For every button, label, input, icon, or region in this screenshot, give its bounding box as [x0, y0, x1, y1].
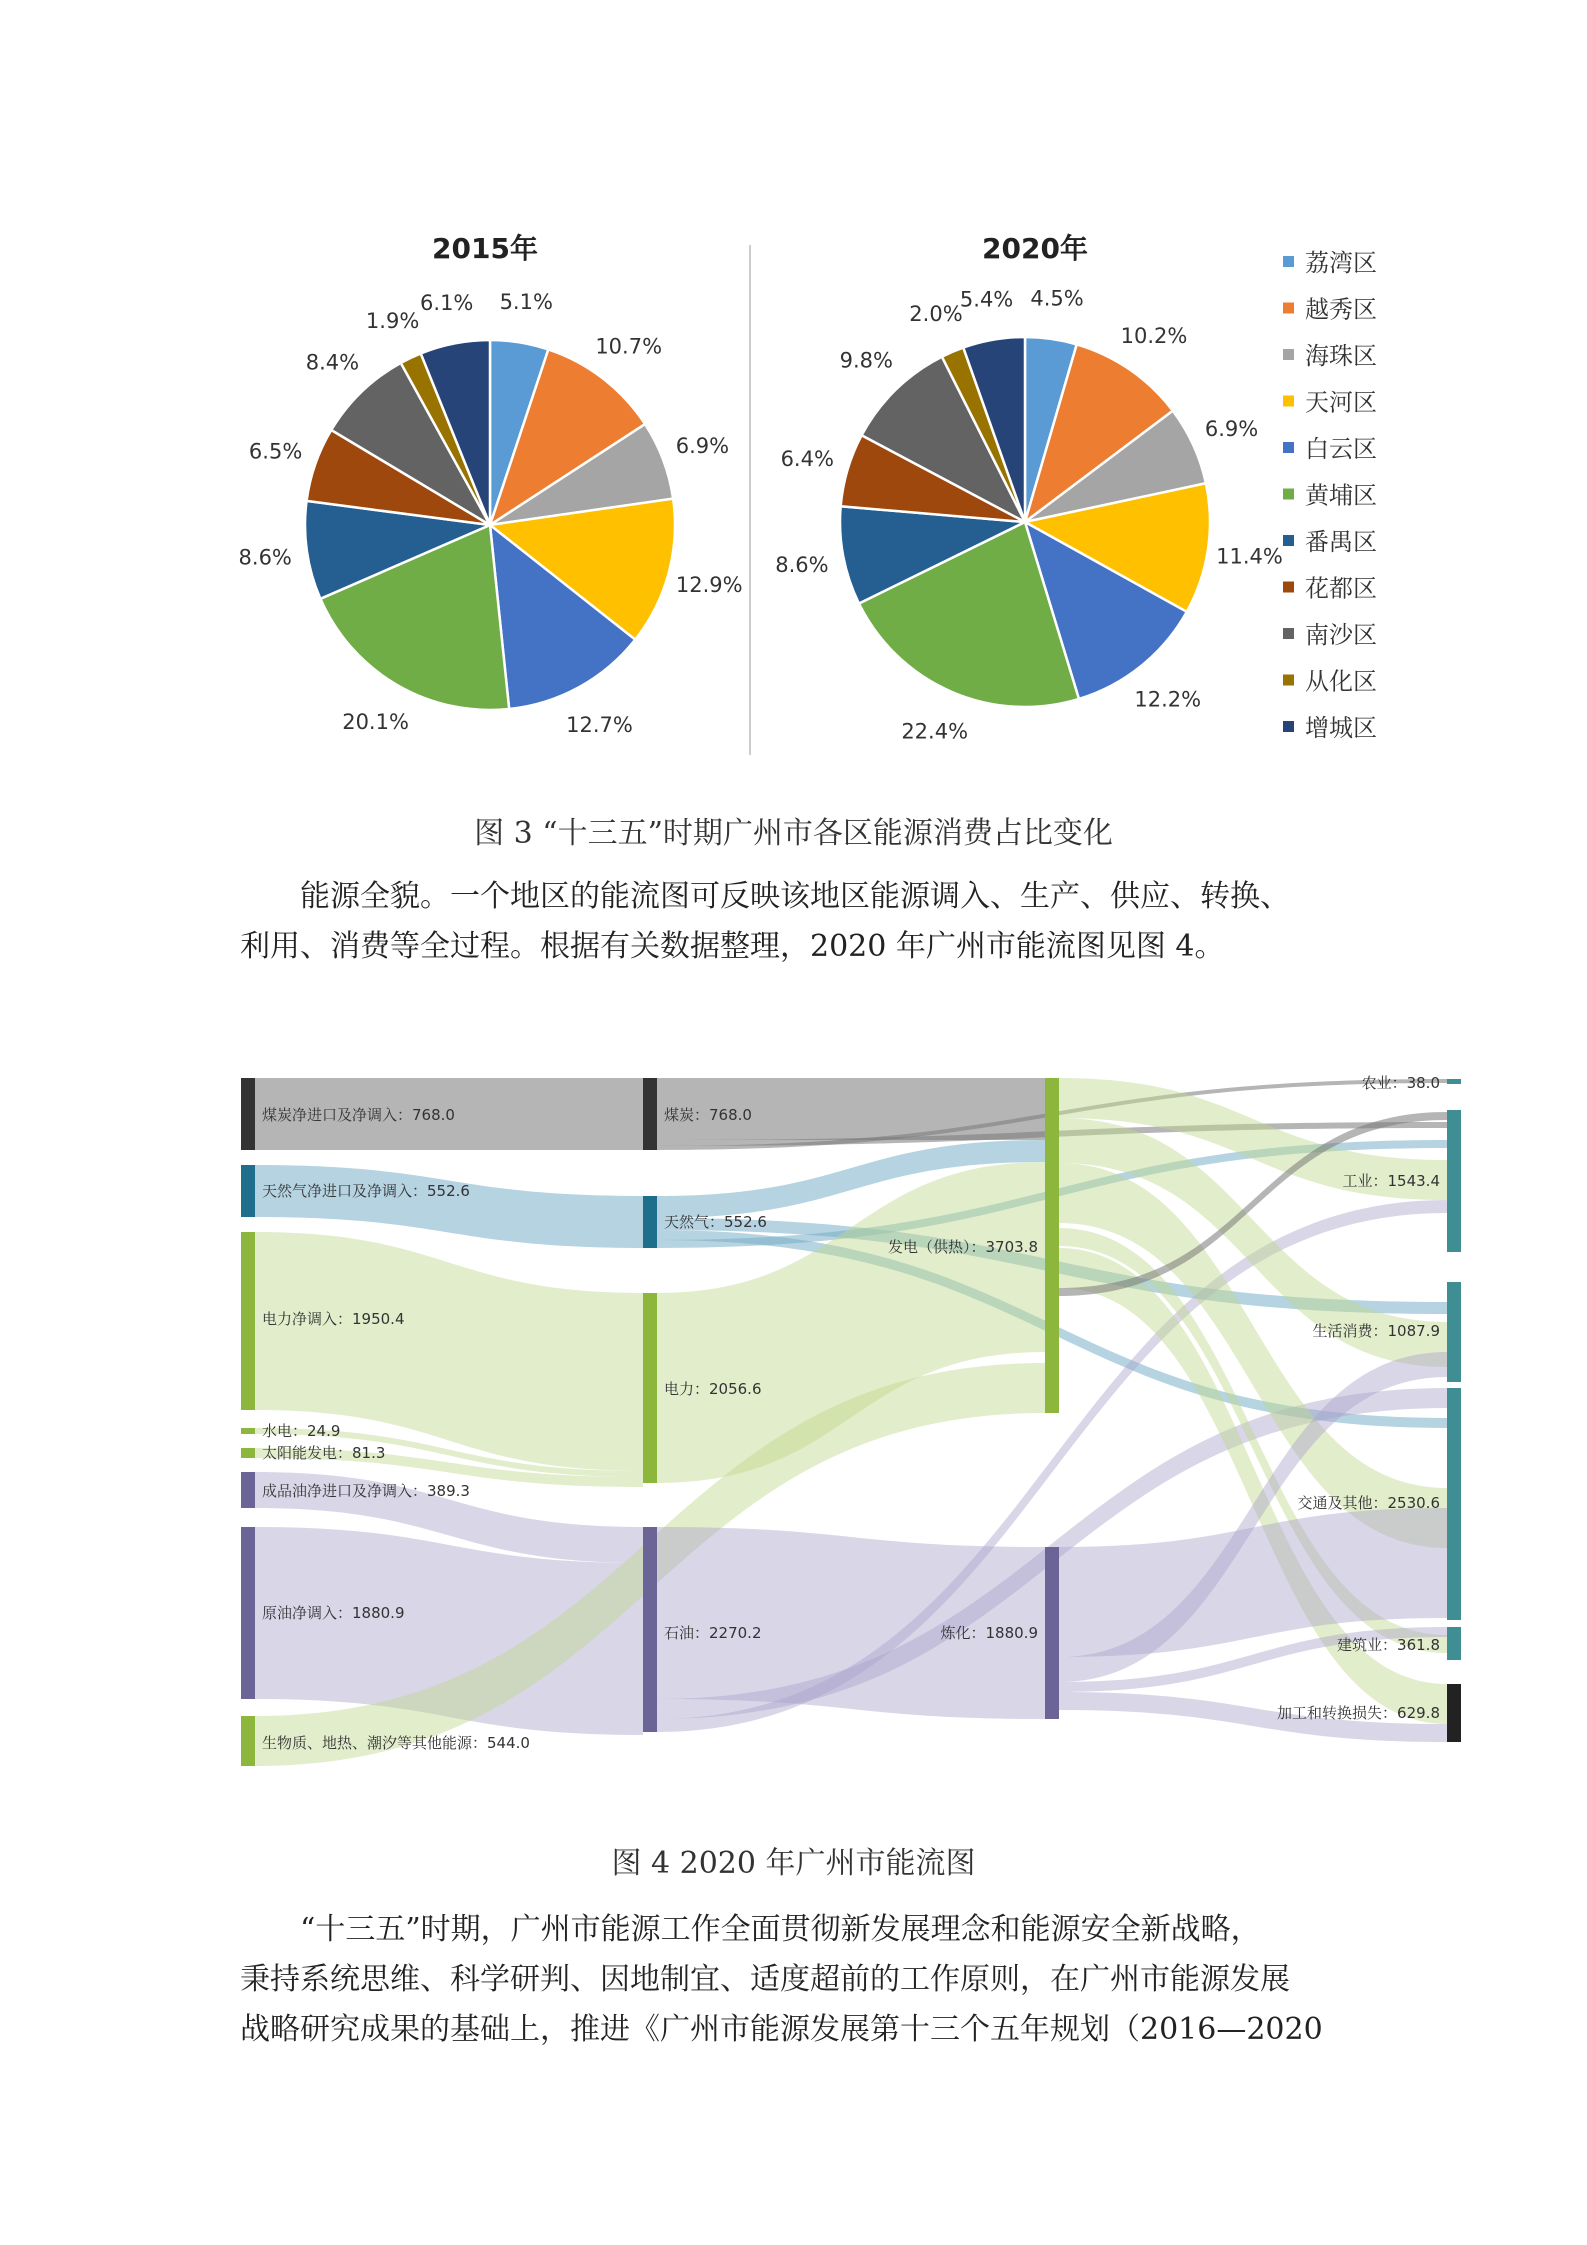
sankey-node — [643, 1527, 657, 1732]
sankey-node-label: 建筑业：361.8 — [1337, 1636, 1440, 1654]
pie-2020-title: 2020年 — [982, 232, 1088, 265]
legend-label: 越秀区 — [1305, 295, 1377, 324]
pie-data-label: 12.9% — [675, 572, 743, 597]
pie-data-label: 6.4% — [780, 446, 834, 471]
sankey-node — [643, 1078, 657, 1150]
sankey-node-label: 生活消费：1087.9 — [1312, 1322, 1440, 1340]
figure-3-caption: 图 3 “十三五”时期广州市各区能源消费占比变化 — [474, 816, 1113, 851]
sankey-node-label: 农业：38.0 — [1361, 1074, 1440, 1092]
sankey-node — [241, 1232, 255, 1410]
pie-data-label: 22.4% — [901, 719, 969, 744]
sankey-node — [1447, 1282, 1461, 1382]
sankey-node — [1447, 1388, 1461, 1620]
pie-data-label: 6.1% — [420, 291, 474, 316]
pie-data-label: 11.4% — [1216, 544, 1283, 569]
sankey-node — [241, 1472, 255, 1508]
sankey-node — [241, 1527, 255, 1699]
legend-label: 荔湾区 — [1305, 249, 1377, 277]
sankey-node-label: 电力净调入：1950.4 — [262, 1310, 405, 1328]
pie-data-label: 8.6% — [775, 552, 829, 577]
legend-label: 白云区 — [1305, 435, 1377, 463]
paragraph-line: 战略研究成果的基础上，推进《广州市能源发展第十三个五年规划（2016—2020 — [240, 2012, 1323, 2047]
pie-data-label: 10.2% — [1120, 324, 1188, 349]
sankey-node-label: 工业：1543.4 — [1342, 1172, 1440, 1190]
sankey-node — [643, 1293, 657, 1483]
pie-data-label: 5.4% — [959, 287, 1014, 312]
sankey-node-label: 煤炭净进口及净调入：768.0 — [262, 1106, 455, 1124]
sankey-node — [1447, 1684, 1461, 1742]
sankey-node-label: 生物质、地热、潮汐等其他能源：544.0 — [262, 1734, 530, 1752]
legend-label: 海珠区 — [1305, 342, 1377, 370]
pie-data-label: 4.5% — [1030, 286, 1084, 311]
figure-4-caption: 图 4 2020 年广州市能流图 — [611, 1846, 976, 1881]
sankey-node — [1447, 1110, 1461, 1252]
paragraph-line: 能源全貌。一个地区的能流图可反映该地区能源调入、生产、供应、转换、 — [300, 879, 1290, 914]
sankey-node — [241, 1716, 255, 1766]
sankey-node-label: 原油净调入：1880.9 — [262, 1604, 405, 1622]
legend-label: 从化区 — [1305, 667, 1377, 696]
pie-2015-title: 2015年 — [432, 232, 538, 265]
sankey-node-label: 发电（供热）：3703.8 — [888, 1238, 1038, 1256]
sankey-node-label: 煤炭：768.0 — [664, 1106, 752, 1124]
sankey-node-label: 交通及其他：2530.6 — [1297, 1494, 1440, 1512]
pie-data-label: 20.1% — [342, 710, 409, 735]
sankey-node — [1447, 1627, 1461, 1660]
sankey-node-label: 水电：24.9 — [262, 1422, 341, 1440]
sankey-node-label: 天然气：552.6 — [664, 1213, 767, 1231]
legend-label: 天河区 — [1305, 388, 1377, 417]
pie-data-label: 6.5% — [248, 439, 303, 464]
sankey-node — [643, 1196, 657, 1248]
sankey-node-label: 炼化：1880.9 — [940, 1624, 1038, 1642]
sankey-node-label: 电力：2056.6 — [664, 1380, 762, 1398]
legend-label: 南沙区 — [1305, 621, 1377, 649]
paragraph-line: 秉持系统思维、科学研判、因地制宜、适度超前的工作原则，在广州市能源发展 — [240, 1962, 1290, 1997]
sankey-node — [241, 1448, 255, 1458]
pie-data-label: 1.9% — [365, 308, 420, 333]
paragraph-thirteenth-five-year — [240, 1905, 1360, 2055]
legend-label: 黄埔区 — [1305, 481, 1377, 510]
legend-label: 花都区 — [1305, 574, 1377, 603]
sankey-node-label: 加工和转换损失：629.8 — [1277, 1704, 1440, 1722]
sankey-node-label: 太阳能发电：81.3 — [262, 1444, 386, 1462]
pie-data-label: 9.8% — [839, 348, 893, 373]
pie-data-label: 8.4% — [305, 350, 360, 375]
sankey-node — [1045, 1078, 1059, 1413]
pie-data-label: 8.6% — [238, 545, 292, 570]
pie-data-label: 12.7% — [566, 712, 633, 737]
pie-data-label: 6.9% — [675, 434, 730, 459]
paragraph-line: 利用、消费等全过程。根据有关数据整理，2020 年广州市能流图见图 4。 — [240, 929, 1225, 964]
paragraph-line: “十三五”时期，广州市能源工作全面贯彻新发展理念和能源安全新战略， — [300, 1912, 1261, 1947]
pie-data-label: 10.7% — [595, 334, 663, 359]
sankey-node — [241, 1165, 255, 1217]
pie-data-label: 12.2% — [1134, 687, 1202, 712]
sankey-node-label: 成品油净进口及净调入：389.3 — [262, 1482, 470, 1500]
sankey-node — [1447, 1079, 1461, 1084]
sankey-node — [1045, 1547, 1059, 1719]
pie-data-label: 6.9% — [1204, 416, 1259, 441]
pie-data-label: 2.0% — [909, 302, 963, 327]
sankey-node-label: 石油：2270.2 — [664, 1624, 762, 1642]
pie-data-label: 5.1% — [499, 289, 553, 314]
legend-label: 番禺区 — [1305, 528, 1377, 556]
sankey-node — [241, 1078, 255, 1150]
sankey-node — [241, 1428, 255, 1434]
legend-label: 增城区 — [1305, 714, 1377, 742]
sankey-node-label: 天然气净进口及净调入：552.6 — [262, 1182, 470, 1200]
sankey-link — [657, 1527, 1045, 1719]
